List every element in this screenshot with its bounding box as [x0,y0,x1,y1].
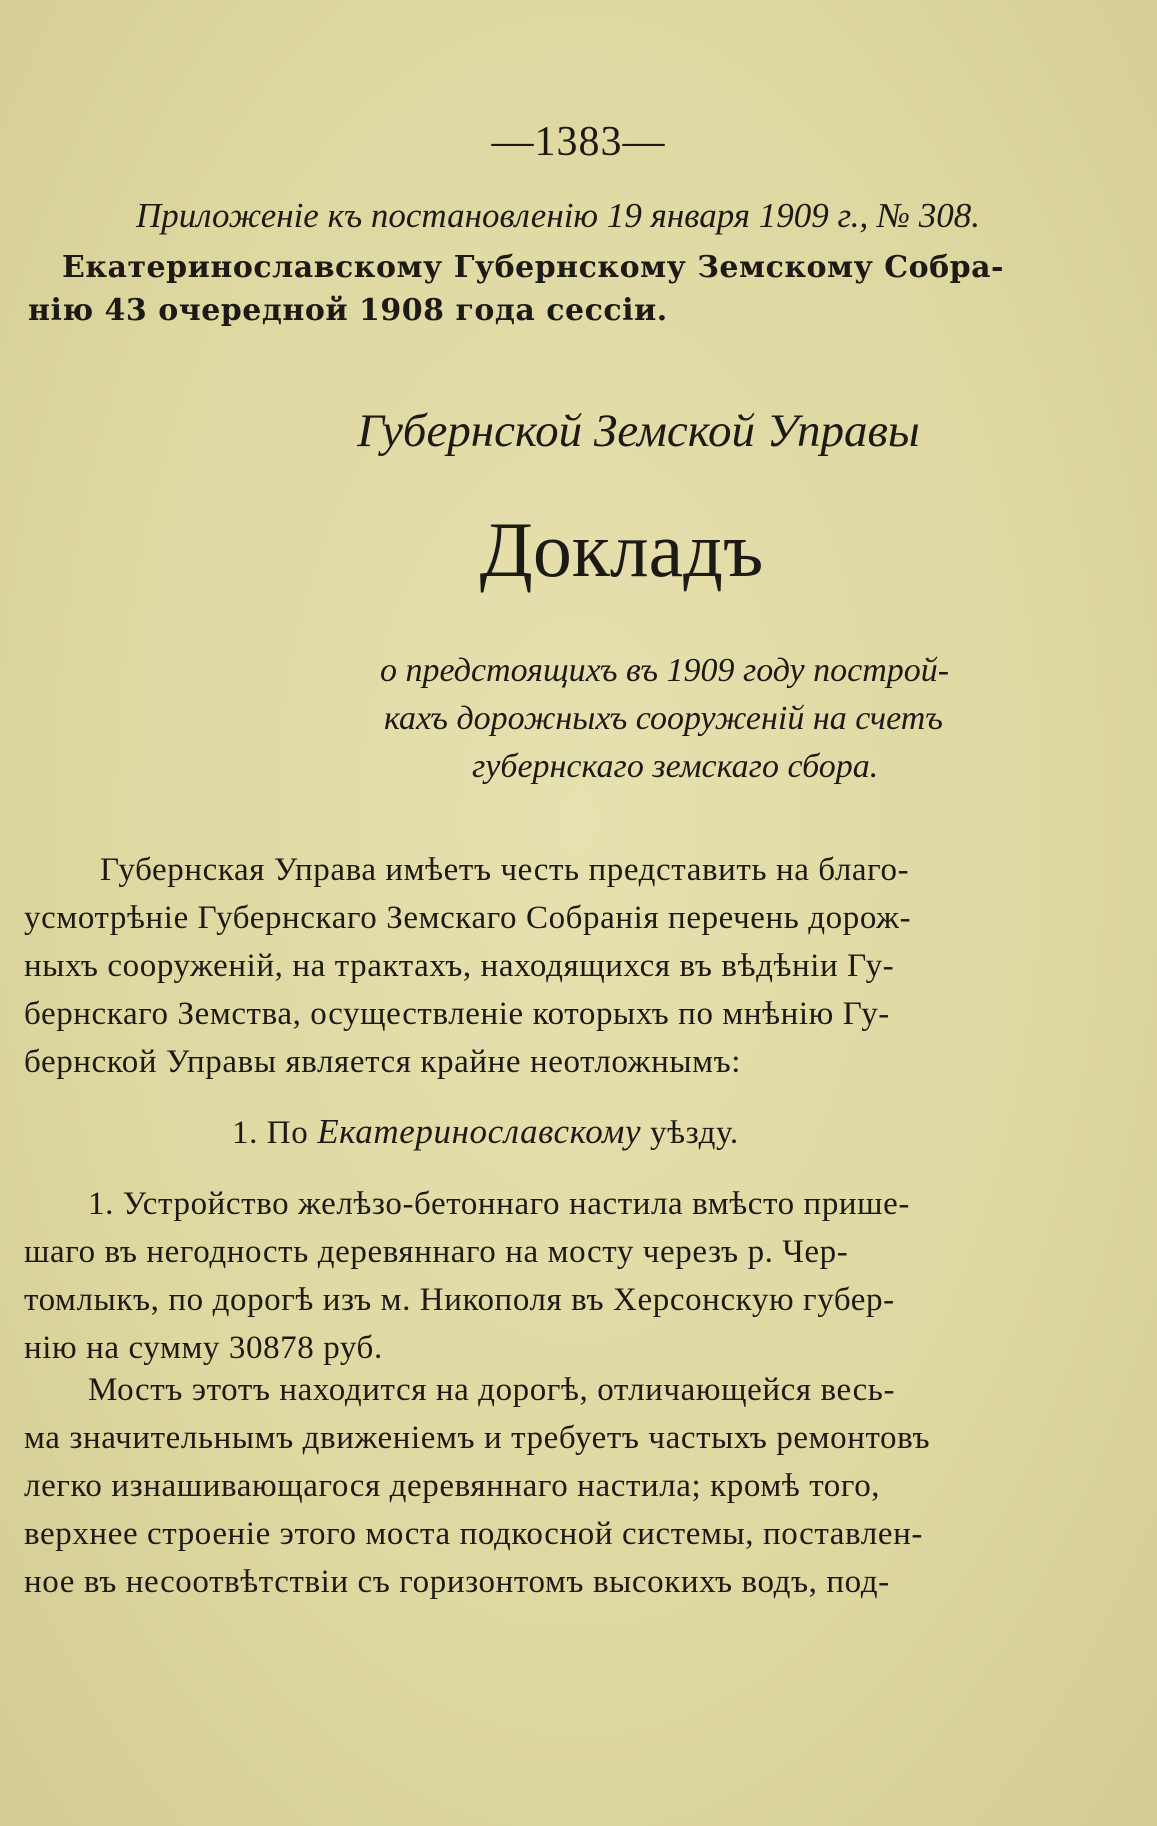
note-line: верхнее строенiе этого моста подкосной системы, поставлен- [24,1516,923,1552]
item-line: шаго въ негодность деревяннаго на мосту черезъ р. Чер- [24,1234,849,1270]
recipient-line-2: нiю 43 очередной 1908 года сессiи. [28,293,668,328]
subtitle-line-2: кахъ дорожныхъ сооруженiй на счетъ [384,700,943,737]
item-line: томлыкъ, по дорогѣ изъ м. Никополя въ Херсонскую губер- [24,1282,895,1318]
intro-line: усмотрѣнiе Губернскаго Земскаго Собранiя перечень дорож- [24,900,912,936]
page-number: —1383— [491,119,666,165]
note-line: ма значительнымъ движенiемъ и требуетъ частыхъ ремонтовъ [24,1420,931,1456]
intro-line: Губернская Управа имѣетъ честь представить на благо- [100,852,910,888]
subtitle-line-1: о предстоящихъ въ 1909 году построй- [380,652,950,689]
section-heading [232,1112,739,1152]
annex-line: Приложенiе къ постановленiю 19 января 1909 г., № 308. [136,196,980,235]
document-title: Докладъ [479,506,764,593]
item-line: нiю на сумму 30878 руб. [24,1330,383,1366]
section-district: Екатеринославскому [317,1112,642,1151]
intro-line: бернскаго Земства, осуществленiе которыхъ по мнѣнiю Гу- [24,996,890,1032]
note-line: ное въ несоотвѣтствiи съ горизонтомъ высокихъ водъ, под- [24,1564,890,1600]
intro-line: бернской Управы является крайне неотложнымъ: [24,1044,742,1080]
agency-heading: Губернской Земской Управы [357,405,920,457]
intro-line: ныхъ сооруженiй, на трактахъ, находящихся въ вѣдѣнiи Гу- [24,948,895,984]
note-line: Мостъ этотъ находится на дорогѣ, отличающейся весь- [88,1372,896,1408]
item-line: 1. Устройство желѣзо-бетоннаго настила вмѣсто прише- [88,1186,911,1222]
section-prefix: 1. По [232,1115,309,1151]
recipient-line-1: Екатеринославскому Губернскому Земскому Собра- [62,250,1004,285]
subtitle-line-3: губернскаго земскаго сбора. [472,748,879,785]
section-suffix: уѣзду. [649,1115,739,1151]
note-line: легко изнашивающагося деревяннаго настила; кромѣ того, [24,1468,881,1504]
